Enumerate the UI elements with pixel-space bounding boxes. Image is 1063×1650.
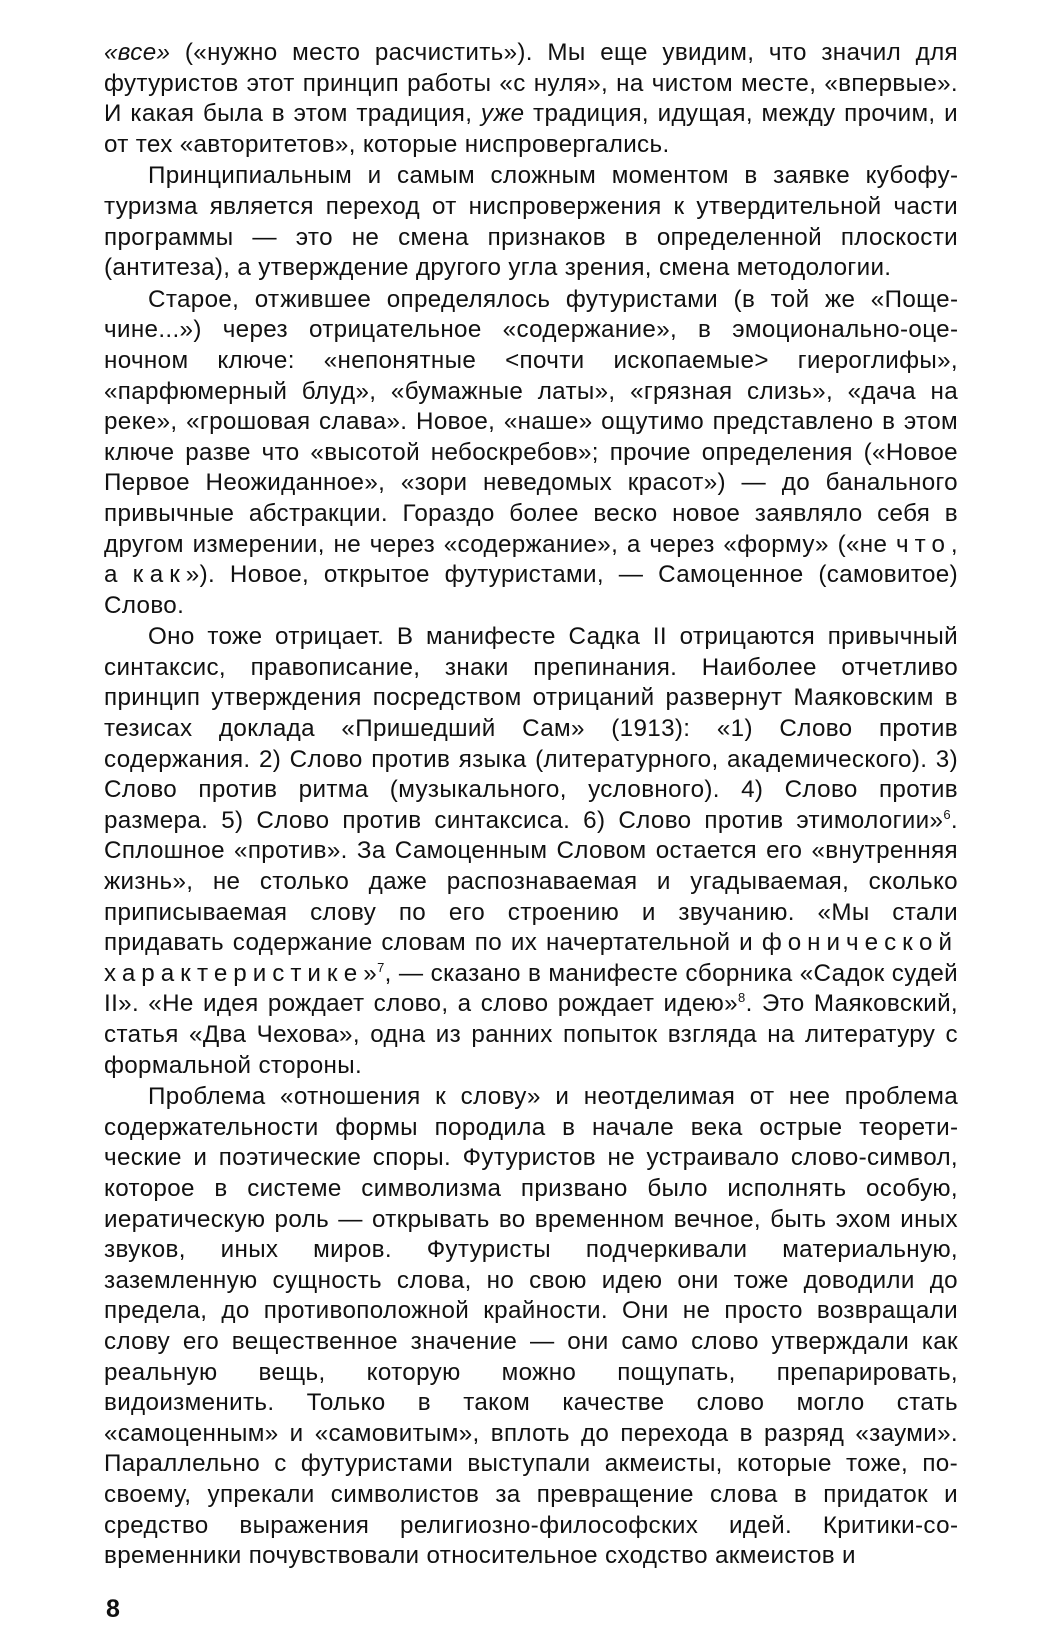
text-run: («нужно место расчистить»). Мы еще увидим, что значил для футуристов этот принцип работы «с нуля», на чистом месте, «впервые». И какая была в этом традиция, <box>104 39 958 128</box>
text-run: . Сплошное «против». За Самоценным Словом остается его «внутренняя жизнь», не столько даже распознаваемая и угадываемая, сколько приписываемая слову по его строению и звучанию. «Мы стали придавать содержание словам по их начертательной и <box>104 806 958 957</box>
paragraph-5: Проблема «отношения к слову» и неотделимая от нее проблема содержательности формы породила в начале века острые теоретические и поэтические споры. Футуристов не устраивало слово-символ, которое в системе символизма призвано было исполнять особую, иератическую роль — открывать во временном вечное, быть эхом иных звуков, иных миров. Футуристы подчеркивали материальную, заземленную сущность слова, но свою идею они тоже доводили до предела, до противоположной крайности. Они не просто возвращали слову его вещественное значение — они само слово утверждали как реальную вещь, которую можно пощупать, препарировать, видоизменить. Только в таком качестве слово могло стать «самоценным» и «самовитым», вплоть до перехода в разряд «зауми». Параллельно с футуристами выступали акмеисты, которые тоже, по-своему, упрекали символистов за превращение слова в придаток и средство выражения религиозно-философских идей. Критики-современники почувствовали относительное сходство акмеистов и <box>104 1083 958 1570</box>
page-number: 8 <box>106 1595 120 1623</box>
italic-word: уже <box>480 100 525 128</box>
paragraph-4 <box>104 622 958 1081</box>
text-run: Старое, отжившее определялось футуристами (в той же «Пощечине...») через отрицательное «содержание», в эмоционально-оценочном ключе: «непонятные <почти ископаемые> гиероглифы», «парфюмерный блуд», «бумажные латы», «грязная слизь», «дача на реке», «грошовая слава». Новое, «наше» ощутимо представлено в этом ключе разве что «высотой небоскребов»; прочие определения («Новое Первое Неожиданное», «зори неведомых красот») — до банального привычные абстракции. Гораздо более веско новое заявляло себя в другом измерении, не через «содержание», а через «форму» («не <box>104 285 958 558</box>
text-run: » <box>363 959 378 987</box>
paragraph-1 <box>104 38 958 160</box>
text-run: , а <box>104 530 958 589</box>
italic-word: «все» <box>104 39 171 66</box>
footnote-marker: 7 <box>377 959 385 975</box>
book-page <box>104 38 958 1572</box>
spaced-emphasis: что <box>896 530 951 558</box>
text-run: , — сказано в манифесте сборника «Садок судей II». «Не идея рождает слово, а слово рождает идею» <box>104 959 958 1018</box>
text-run: »). Новое, открытое футуристами, — Самоценное (самовитое) Слово. <box>104 561 959 619</box>
spaced-emphasis: фонической характеристике <box>104 929 958 987</box>
text-run: традиция, идущая, между прочим, и от тех «авторитетов», которые ниспровергались. <box>104 100 958 158</box>
text-run: Оно тоже отрицает. В манифесте Садка II отрицаются привычный синтаксис, правописание, знаки препинания. Наиболее отчетливо принцип утверждения посредством отрицаний развернут Маяковским в тезисах доклада «Пришедший Сам» (1913): «1) Слово против содержания. 2) Слово против языка (литературного, академического). 3) Слово против ритма (музыкального, условного). 4) Слово против размера. 5) Слово против синтаксиса. 6) Слово против этимологии» <box>104 623 958 834</box>
paragraph-3 <box>104 285 958 622</box>
text-run: . Это Маяковский, статья «Два Чехова», одна из ранних попыток взгляда на литературу с формальной стороны. <box>104 990 958 1079</box>
footnote-marker: 6 <box>943 806 951 822</box>
spaced-emphasis: как <box>132 561 186 589</box>
footnote-marker: 8 <box>737 990 746 1006</box>
paragraph-2: Принципиальным и самым сложным моментом в заявке кубофутуризма является переход от ниспровержения к утвердительной части программы — это не смена признаков в определенной плоскости (антитеза), а утверждение другого угла зрения, смена методологии. <box>104 162 958 282</box>
